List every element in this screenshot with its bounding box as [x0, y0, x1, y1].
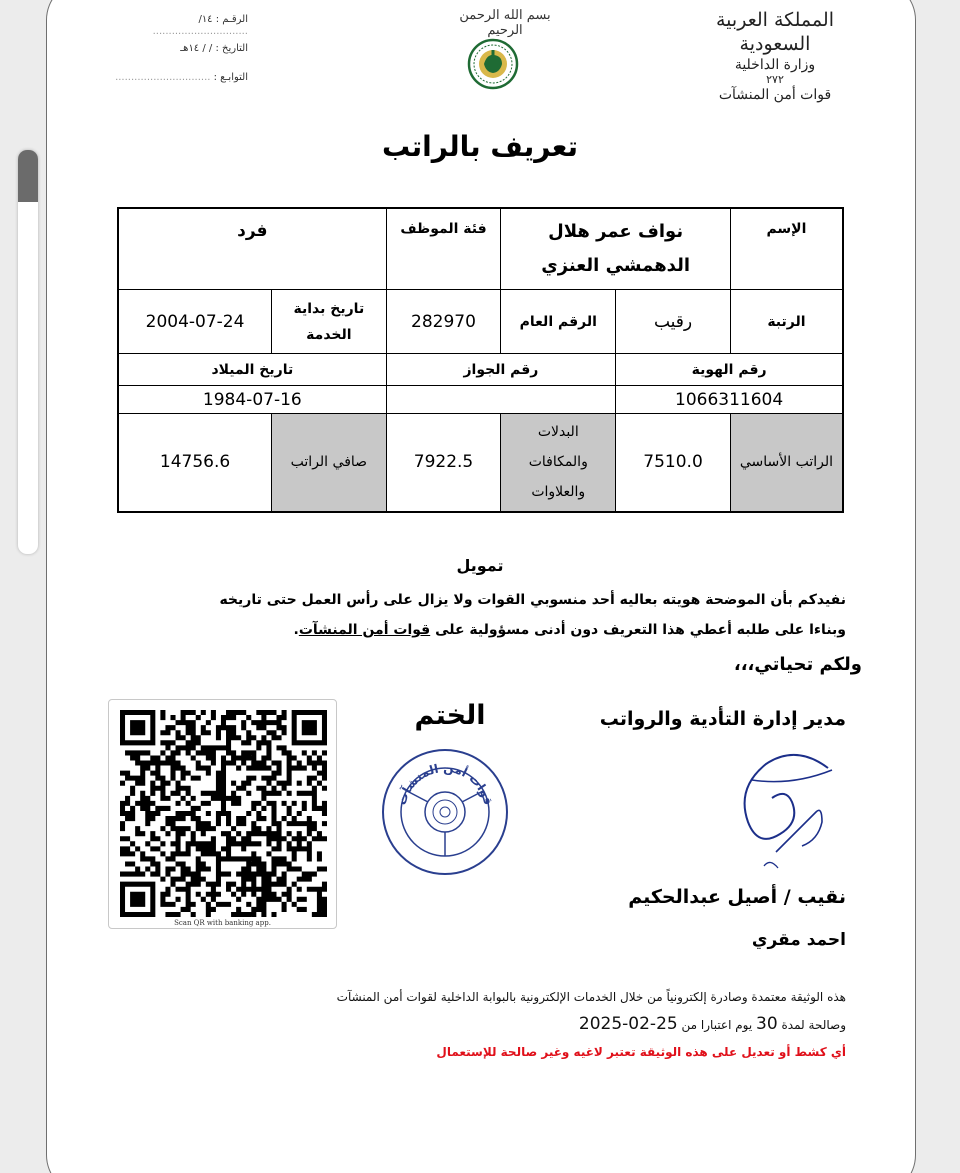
- basmala: بسم الله الرحمن الرحيم: [459, 8, 551, 38]
- document-title: تعريف بالراتب: [381, 130, 579, 163]
- category-label: فئة الموظف: [386, 208, 501, 290]
- statement-line-1: نفيدكم بأن الموضحة هويته بعاليه أحد منسوبي القوات ولا يزال على رأس العمل حتى تاريخه: [219, 592, 846, 608]
- validity-days: 30: [756, 1014, 778, 1034]
- validity-from-text: يوم اعتبارا من: [681, 1018, 753, 1032]
- scrollbar-thumb[interactable]: [18, 150, 38, 202]
- validity-date: 25-02-2025: [578, 1014, 678, 1034]
- id-value: 1066311604: [616, 386, 843, 414]
- ministry-name: وزارة الداخلية: [734, 57, 816, 73]
- category-value: فرد: [118, 208, 386, 290]
- net-salary-value: 14756.6: [118, 414, 272, 512]
- tamper-warning: أي كشط أو تعديل على هذه الوثيقة تعتبر لاغيه وغير صالحة للإستعمال: [436, 1045, 846, 1059]
- ref-label: الرقـم : ١٤/: [198, 14, 248, 25]
- rank-label: الرتبة: [730, 290, 843, 354]
- passport-label: رقم الجواز: [386, 354, 616, 386]
- salary-info-table: [117, 207, 844, 513]
- passport-value: [386, 386, 616, 414]
- reference-block: [108, 14, 248, 101]
- statement-line-2-text: وبناءا على طلبه أعطي هذا التعريف دون أدنى مسؤولية على: [435, 622, 846, 638]
- ref-dots: ..............................: [152, 26, 248, 37]
- date-label: التاريخ :: [215, 43, 248, 54]
- general-no-label: الرقم العام: [501, 290, 616, 354]
- agency-name: قوات أمن المنشآت: [718, 87, 832, 103]
- service-start-value: 2004-07-24: [118, 290, 272, 354]
- signatory-name: نقيب / أصيل عبدالحكيم: [628, 886, 846, 908]
- scrollbar[interactable]: [18, 150, 38, 554]
- basic-salary-label: الراتب الأساسي: [730, 414, 843, 512]
- seal-title: الختم: [414, 700, 486, 731]
- general-no-value: 282970: [386, 290, 501, 354]
- date-blank: / / ١٤هـ: [180, 43, 213, 54]
- qr-code-box: [108, 699, 337, 929]
- financing-heading: تمويل: [456, 556, 504, 575]
- allowances-label: البدلات والمكافات والعلاوات: [501, 414, 616, 512]
- statement-line-2: [120, 622, 846, 638]
- id-label: رقم الهوية: [616, 354, 843, 386]
- validity-text: وصالحة لمدة: [781, 1018, 846, 1032]
- net-salary-label: صافي الراتب: [272, 414, 387, 512]
- qr-code-icon: [120, 710, 327, 917]
- allowances-value: 7922.5: [386, 414, 501, 512]
- official-seal-icon: [378, 745, 512, 879]
- signatory-title: مدير إدارة التأدية والرواتب: [599, 708, 846, 730]
- birth-date-value: 1984-07-16: [118, 386, 386, 414]
- handwritten-signature: [706, 740, 852, 880]
- attachments-dots: ..............................: [115, 72, 211, 83]
- footer-note-2: [120, 1014, 846, 1034]
- qr-caption: Scan QR with banking app.: [174, 919, 271, 927]
- attachments-label: التوابـع :: [213, 72, 248, 83]
- name-value: نواف عمر هلال الدهمشي العنزي: [501, 208, 731, 290]
- forces-name: قوات أمن المنشآت: [298, 622, 431, 638]
- seal-ring-text: قوات أمن المنشآت: [394, 760, 496, 807]
- agency-code: ٢٧٢: [766, 73, 784, 86]
- rank-value: رقيب: [616, 290, 731, 354]
- clerk-name: احمد مقري: [751, 930, 846, 950]
- security-emblem-icon: [467, 36, 519, 92]
- statement-period: .: [293, 622, 299, 638]
- footer-note-1: هذه الوثيقة معتمدة وصادرة إلكترونياً من خلال الخدمات الإلكترونية بالبوابة الداخلية لقوات أمن المنشآت: [336, 990, 846, 1004]
- name-label: الإسم: [730, 208, 843, 290]
- service-start-label: تاريخ بداية الخدمة: [272, 290, 387, 354]
- birth-date-label: تاريخ الميلاد: [118, 354, 386, 386]
- kingdom-name: المملكة العربية السعودية: [716, 9, 834, 55]
- letterhead: [690, 8, 860, 104]
- regards: ولكم تحياتي،،،: [733, 654, 862, 675]
- basic-salary-value: 7510.0: [616, 414, 731, 512]
